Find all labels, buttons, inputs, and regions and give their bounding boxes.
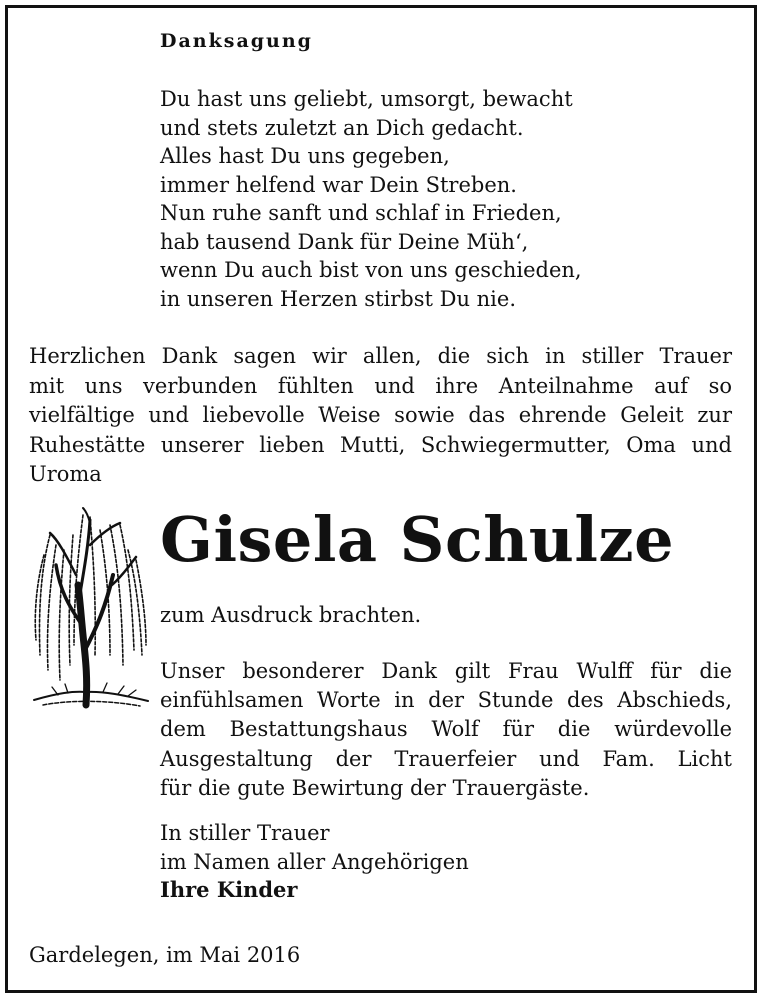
- special-thanks-paragraph: [160, 657, 732, 803]
- poem-line: wenn Du auch bist von uns geschieden,: [160, 258, 582, 282]
- notice-heading: Danksagung: [160, 30, 313, 52]
- special-line: dem Bestattungshaus Wolf für die würdevolle: [160, 717, 732, 742]
- poem-line: hab tausend Dank für Deine Müh‘,: [160, 229, 529, 254]
- weeping-willow-icon: [28, 505, 152, 715]
- special-line: für die gute Bewirtung der Trauergäste.: [160, 775, 590, 800]
- special-line: einfühlsamen Worte in der Stunde des Abschieds,: [160, 688, 732, 713]
- closing-line: im Namen aller Angehörigen: [160, 849, 469, 874]
- deceased-name: Gisela Schulze: [160, 503, 675, 576]
- poem-line: und stets zuletzt an Dich gedacht.: [160, 115, 524, 140]
- poem-line: Du hast uns geliebt, umsorgt, bewacht: [160, 87, 573, 111]
- thanks-line: mit uns verbunden fühlten und ihre Anteilnahme auf so: [29, 373, 732, 398]
- thanks-line: Herzlichen Dank sagen wir allen, die sich in stiller Trauer: [29, 344, 732, 368]
- ausdruck-line: zum Ausdruck brachten.: [160, 603, 422, 627]
- thanks-line: vielfältige und liebevolle Weise sowie das ehrende Geleit zur: [29, 403, 732, 427]
- poem: [160, 85, 582, 313]
- poem-line: Nun ruhe sanft und schlaf in Frieden,: [160, 201, 562, 225]
- poem-line: Alles hast Du uns gegeben,: [160, 144, 450, 168]
- closing-block: [160, 819, 469, 905]
- poem-line: in unseren Herzen stirbst Du nie.: [160, 286, 516, 311]
- special-line: Ausgestaltung der Trauerfeier und Fam. Licht: [160, 746, 732, 771]
- poem-line: immer helfend war Dein Streben.: [160, 172, 517, 197]
- closing-line: In stiller Trauer: [160, 821, 330, 845]
- special-line: Unser besonderer Dank gilt Frau Wulff für die: [160, 659, 732, 683]
- signature: Ihre Kinder: [160, 877, 298, 902]
- thanks-paragraph: [29, 342, 732, 490]
- place-date: Gardelegen, im Mai 2016: [29, 943, 301, 967]
- thanks-line: Uroma: [29, 462, 102, 486]
- thanks-line: Ruhestätte unserer lieben Mutti, Schwiegermutter, Oma und: [29, 432, 732, 457]
